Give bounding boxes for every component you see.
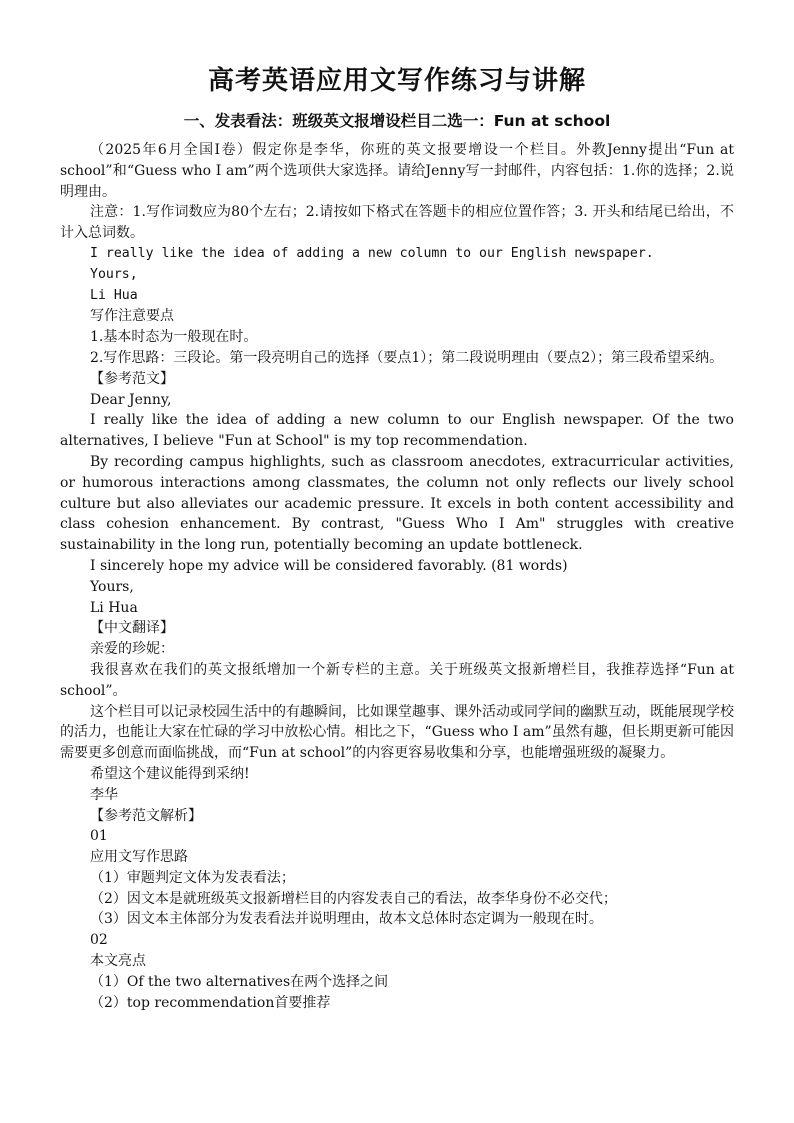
sample-paragraph-1: I really like the idea of adding a new column to our English newspaper. Of the two alternatives, I believe "Fun at School" is my top recommendation.	[60, 412, 734, 450]
analysis-number-2: 02	[90, 932, 108, 949]
translation-salutation: 亲爱的珍妮：	[90, 641, 174, 658]
writing-note-2: 2.写作思路：三段论。第一段亮明自己的选择（要点1）；第二段说明理由（要点2）；第三段希望采纳。	[90, 349, 724, 366]
task-prompt: （2025年6月全国Ⅰ卷）假定你是李华，你班的英文报要增设一个栏目。外教Jenny提出“Fun at school”和“Guess who I am”两个选项供大家选择。请给Jenny写一封邮件，内容包括：1.你的选择；2.说明理由。	[60, 142, 734, 200]
sample-heading: 【参考范文】	[90, 370, 174, 387]
analysis-item: （1）审题判定文体为发表看法；	[90, 869, 295, 886]
analysis-subheading-2: 本文亮点	[90, 953, 146, 970]
sample-salutation: Dear Jenny,	[90, 391, 172, 408]
translation-paragraph-1: 我很喜欢在我们的英文报纸增加一个新专栏的主意。关于班级英文报新增栏目，我推荐选择“Fun at school”。	[60, 661, 734, 699]
highlight-item: （2）top recommendation首要推荐	[90, 994, 331, 1011]
analysis-subheading-1: 应用文写作思路	[90, 849, 188, 866]
task-signature: Li Hua	[90, 287, 138, 303]
analysis-heading: 【参考范文解析】	[90, 807, 202, 824]
writing-note-1: 1.基本时态为一般现在时。	[90, 329, 258, 346]
translation-paragraph-2: 这个栏目可以记录校园生活中的有趣瞬间，比如课堂趣事、课外活动或同学间的幽默互动，既能展现学校的活力，也能让大家在忙碌的学习中放松心情。相比之下，“Guess who I am”虽然有趣，但长期更新可能因需要更多创意而面临挑战，而“Fun at school”的内容更容易收集和分享，也能增强班级的凝聚力。	[60, 703, 734, 762]
translation-paragraph-3: 希望这个建议能得到采纳!	[90, 765, 250, 782]
task-closing: Yours,	[90, 266, 138, 282]
highlight-item: （1）Of the two alternatives在两个选择之间	[90, 973, 389, 990]
analysis-item: （2）因文本是就班级英文报新增栏目的内容发表自己的看法，故李华身份不必交代；	[90, 890, 617, 907]
page-title: 高考英语应用文写作练习与讲解	[207, 66, 586, 96]
writing-notes-heading: 写作注意要点	[90, 308, 174, 325]
analysis-item: （3）因文本主体部分为发表看法并说明理由，故本文总体时态定调为一般现在时。	[90, 911, 603, 928]
sample-paragraph-3: I sincerely hope my advice will be considered favorably. (81 words)	[90, 557, 568, 574]
given-opening: I really like the idea of adding a new column to our English newspaper.	[90, 245, 654, 261]
sample-signature: Li Hua	[90, 599, 138, 616]
analysis-number-1: 01	[90, 828, 108, 845]
sample-paragraph-2: By recording campus highlights, such as classroom anecdotes, extracurricular activities, or humorous interactions among classmates, the column not only reflects our lively school culture but also alleviates our academic pressure. It excels in both content accessibility and class cohesion enhancement. By contrast, "Guess Who I Am" struggles with creative sustainability in the long run, potentially becoming an update bottleneck.	[60, 453, 734, 554]
translation-heading: 【中文翻译】	[90, 620, 174, 637]
translation-signature: 李华	[90, 786, 118, 803]
task-notice: 注意：1.写作词数应为80个左右；2.请按如下格式在答题卡的相应位置作答；3. 开头和结尾已给出，不计入总词数。	[60, 204, 734, 242]
section-heading: 一、发表看法：班级英文报增设栏目二选一：Fun at school	[183, 112, 611, 130]
sample-closing: Yours,	[90, 578, 134, 595]
